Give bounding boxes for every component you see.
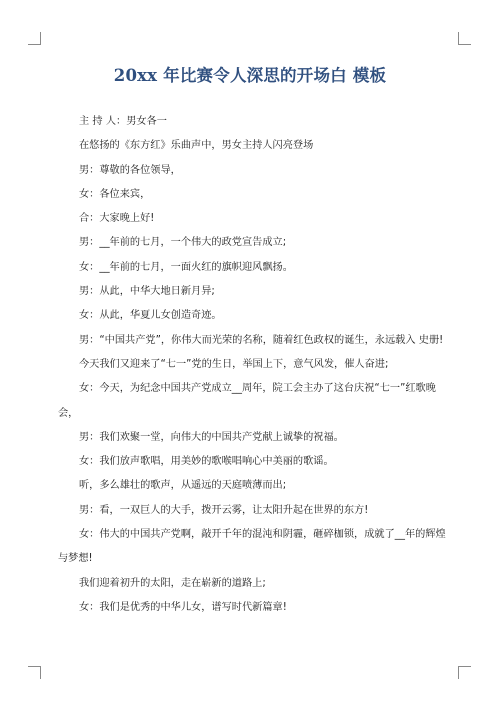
paragraph-line: 男：看，一双巨人的大手，拨开云雾，让太阳升起在世界的东方! [79,504,369,516]
paragraph-line: 男：__年前的七月，一个伟大的政党宣告成立; [79,237,287,249]
paragraph-line: 男：从此，中华大地日新月异; [79,286,215,298]
paragraph-line: 合：大家晚上好! [79,213,155,225]
document-title: 20xx 年比赛令人深思的开场白 模板 [113,66,387,85]
paragraph-line: 女：各位来宾， [79,188,151,200]
paragraph-line: 我们迎着初升的太阳，走在崭新的道路上; [79,577,266,589]
paragraph-line: 女：从此，华夏儿女创造奇迹。 [79,310,222,322]
page-corner-mark-top-right [458,32,471,45]
page-corner-mark-bottom-right [458,666,471,679]
paragraph-stage-direction: 在悠扬的《东方红》乐曲声中，男女主持人闪亮登场 [79,140,314,152]
paragraph-line: 女：__年前的七月，一面火红的旗帜迎风飘扬。 [79,261,293,273]
page-corner-mark-bottom-left [28,666,41,679]
paragraph-line: 今天我们又迎来了“七一”党的生日，举国上下，意气风发，催人奋进; [79,358,389,370]
document-body [58,110,446,620]
paragraph-host-intro: 主 持 人：男女各一 [79,116,167,127]
paragraph-line: 男：“中国共产党”，你伟大而光荣的名称，随着红色政权的诞生，永远载入 史册! [79,334,444,346]
paragraph-line: 听，多么雄壮的歌声，从遥远的天庭喷薄而出; [79,480,287,492]
paragraph-line: 男：我们欢聚一堂，向伟大的中国共产党献上诚挚的祝福。 [79,431,344,443]
paragraph-line: 女：今天，为纪念中国共产党成立__周年，院工会主办了这台庆祝“七一”红歌晚会， [58,383,436,419]
page-corner-mark-top-left [28,32,41,45]
paragraph-line: 女：伟大的中国共产党啊，敲开千年的混沌和阴霾，砸碎枷锁，成就了__年的辉煌与梦想! [58,529,446,565]
paragraph-line: 女：我们是优秀的中华儿女，谱写时代新篇章! [79,601,287,613]
paragraph-line: 男：尊敬的各位领导， [79,164,181,176]
paragraph-line: 女：我们放声歌唱，用美妙的歌喉唱响心中美丽的歌谣。 [79,456,334,468]
